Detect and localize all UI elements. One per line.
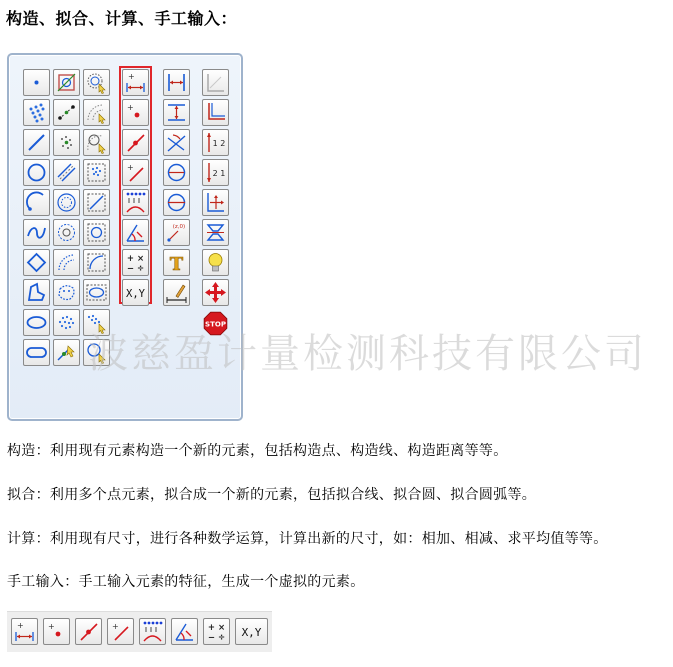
- fit-point-icon[interactable]: [53, 129, 80, 156]
- corner-axes-icon[interactable]: [202, 99, 229, 126]
- calculator-icon[interactable]: [122, 249, 149, 276]
- paragraph-manual-input: 手工输入：手工输入元素的特征，生成一个虚拟的元素。: [7, 574, 365, 590]
- datum-axes-icon[interactable]: [202, 69, 229, 96]
- ellipse-icon[interactable]: [23, 309, 50, 336]
- paragraph-construct: 构造：利用现有元素构造一个新的元素，包括构造点、构造线、构造距离等等。: [7, 443, 508, 459]
- page-heading: 构造、拟合、计算、手工输入：: [6, 9, 238, 28]
- distance-input-icon[interactable]: [122, 69, 149, 96]
- coord-label: (z,0): [172, 224, 186, 230]
- circle-icon[interactable]: [23, 159, 50, 186]
- diameter-icon[interactable]: [163, 189, 190, 216]
- point-icon[interactable]: [23, 69, 50, 96]
- scatter-box-icon[interactable]: [83, 159, 110, 186]
- line-point-input-icon[interactable]: [122, 159, 149, 186]
- svg-text:+: +: [128, 72, 135, 81]
- blob-icon[interactable]: [53, 279, 80, 306]
- line-point-input-icon[interactable]: [107, 618, 134, 645]
- stop-label: STOP: [205, 319, 226, 329]
- svg-text:+: +: [17, 621, 24, 630]
- construct-circle-icon[interactable]: [53, 69, 80, 96]
- order-12-icon[interactable]: [202, 129, 229, 156]
- paragraph-fit: 拟合：利用多个点元素，拟合成一个新的元素，包括拟合线、拟合圆、拟合圆弧等。: [7, 487, 537, 503]
- dashed-arc-icon[interactable]: [83, 249, 110, 276]
- ellipse-dashed-icon[interactable]: [83, 279, 110, 306]
- rounded-slot-icon[interactable]: [23, 339, 50, 366]
- dotted-ellipse-icon[interactable]: [53, 309, 80, 336]
- angle-dimension-icon[interactable]: [163, 129, 190, 156]
- spline-icon[interactable]: [23, 219, 50, 246]
- concentric-circle-icon[interactable]: [53, 189, 80, 216]
- line-input-icon[interactable]: [75, 618, 102, 645]
- point-input-icon[interactable]: [43, 618, 70, 645]
- xy-label: X,Y: [126, 288, 145, 300]
- text-icon[interactable]: [163, 249, 190, 276]
- arc-points-icon[interactable]: [83, 99, 110, 126]
- arc-points-input-icon[interactable]: [139, 618, 166, 645]
- move-arrows-icon[interactable]: [202, 279, 229, 306]
- move-axis-icon[interactable]: [202, 189, 229, 216]
- ring-icon[interactable]: [53, 219, 80, 246]
- calculator-icon[interactable]: [203, 618, 230, 645]
- pointer-line-icon[interactable]: [53, 339, 80, 366]
- arc-icon[interactable]: [23, 189, 50, 216]
- lightbulb-icon[interactable]: [202, 249, 229, 276]
- arc-points-input-icon[interactable]: [122, 189, 149, 216]
- svg-text:+: +: [48, 622, 55, 631]
- xy-input-icon[interactable]: [122, 279, 149, 306]
- angle-input-icon[interactable]: [122, 219, 149, 246]
- calc-symbols-label: + ×: [126, 254, 145, 264]
- arc-fit-icon[interactable]: [83, 129, 110, 156]
- xy-input-icon[interactable]: [235, 618, 268, 645]
- distance-input-icon[interactable]: [11, 618, 38, 645]
- svg-text:+ ×: + ×: [207, 623, 226, 633]
- watermark: 波慈盈计量检测科技有限公司: [88, 331, 647, 377]
- svg-text:+: +: [127, 103, 134, 112]
- point-circle-icon[interactable]: [83, 69, 110, 96]
- clamp-icon[interactable]: [202, 219, 229, 246]
- order-21-label: 2 1: [212, 169, 226, 178]
- width-dimension-icon[interactable]: [163, 69, 190, 96]
- manual-input-toolbar: [7, 611, 272, 652]
- text-T-label: T: [169, 254, 184, 275]
- point-line-icon[interactable]: [53, 99, 80, 126]
- ruler-icon[interactable]: [163, 279, 190, 306]
- svg-text:+: +: [127, 163, 134, 172]
- order-12-label: 1 2: [212, 139, 226, 148]
- svg-text:+: +: [112, 622, 119, 631]
- svg-text:− ÷: − ÷: [126, 264, 145, 274]
- angle-input-icon[interactable]: [171, 618, 198, 645]
- polygon-icon[interactable]: [23, 279, 50, 306]
- order-21-icon[interactable]: [202, 159, 229, 186]
- parallel-lines-icon[interactable]: [53, 159, 80, 186]
- line-input-icon[interactable]: [122, 129, 149, 156]
- coordinate-label-icon[interactable]: [163, 219, 190, 246]
- line-icon[interactable]: [23, 129, 50, 156]
- dashed-line-icon[interactable]: [83, 189, 110, 216]
- paragraph-calculate: 计算：利用现有尺寸，进行各种数学运算，计算出新的尺寸，如：相加、相减、求平均值等等。: [7, 531, 608, 547]
- point-input-icon[interactable]: [122, 99, 149, 126]
- dot-grid-icon[interactable]: [23, 99, 50, 126]
- dashed-circle-icon[interactable]: [83, 219, 110, 246]
- height-dimension-icon[interactable]: [163, 99, 190, 126]
- circle-center-icon[interactable]: [163, 159, 190, 186]
- dotted-arc-icon[interactable]: [53, 249, 80, 276]
- svg-text:− ÷: − ÷: [207, 633, 226, 643]
- diamond-icon[interactable]: [23, 249, 50, 276]
- xy-label: X,Y: [241, 626, 262, 639]
